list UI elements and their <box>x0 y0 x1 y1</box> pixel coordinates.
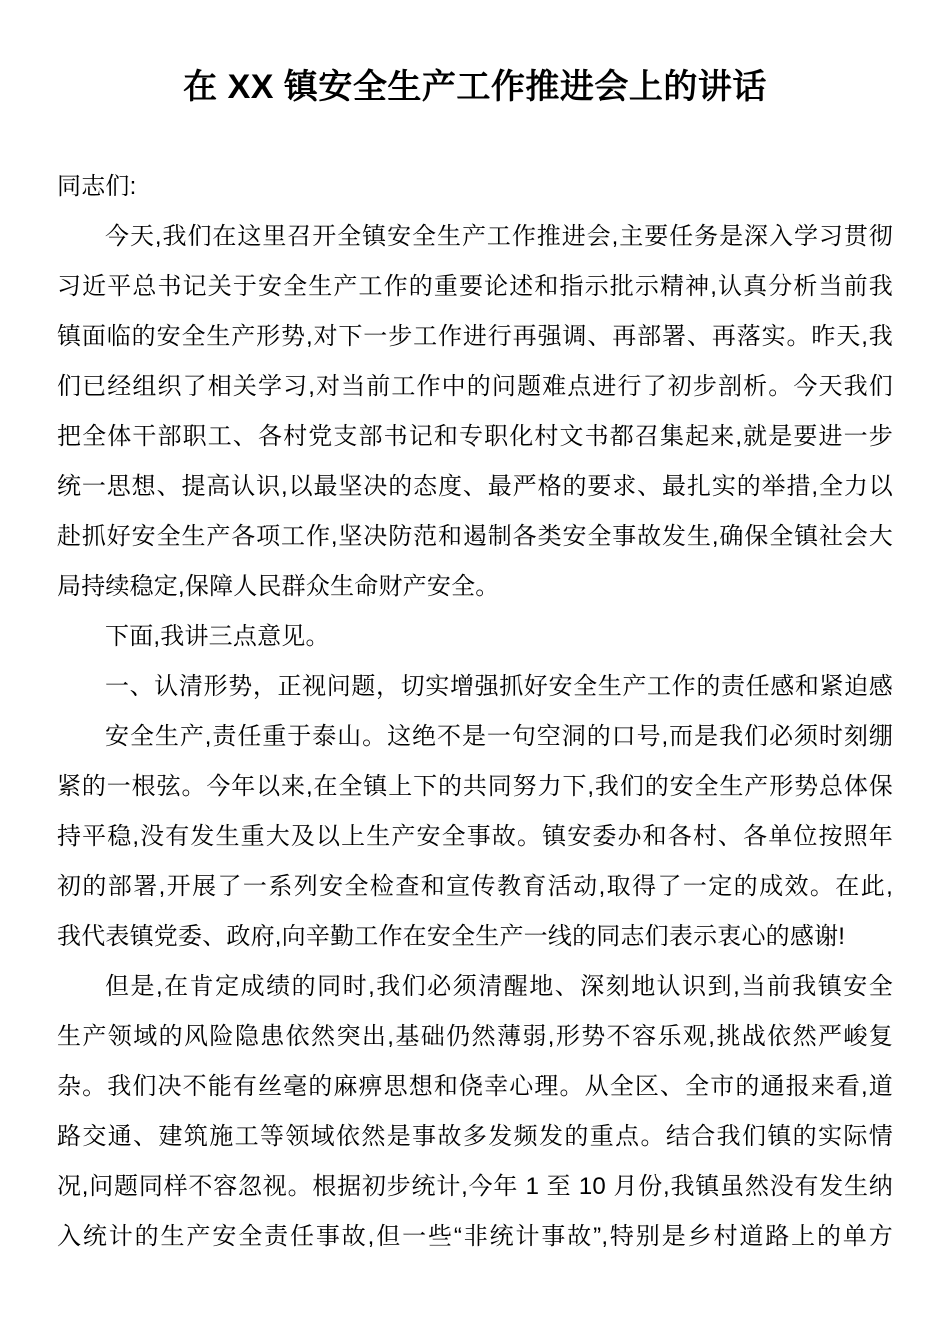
text-line: 路交通、建筑施工等领域依然是事故多发频发的重点。结合我们镇的实际情 <box>57 1123 893 1150</box>
text-line: 们已经组织了相关学习,对当前工作中的问题难点进行了初步剖析。今天我们 <box>57 373 893 400</box>
paragraph <box>57 712 893 962</box>
text-line: 但是,在肯定成绩的同时,我们必须清醒地、深刻地认识到,当前我镇安全 <box>105 973 893 1000</box>
text-line: 生产领域的风险隐患依然突出,基础仍然薄弱,形势不容乐观,挑战依然严峻复 <box>57 1023 893 1050</box>
document-body <box>57 162 893 1262</box>
paragraph <box>57 962 893 1262</box>
text-line: 习近平总书记关于安全生产工作的重要论述和指示批示精神,认真分析当前我 <box>57 273 893 300</box>
document-title: 在 XX 镇安全生产工作推进会上的讲话 <box>183 68 767 106</box>
text-line: 初的部署,开展了一系列安全检查和宣传教育活动,取得了一定的成效。在此, <box>57 873 893 900</box>
section-heading <box>57 662 893 712</box>
text-line: 持平稳,没有发生重大及以上生产安全事故。镇安委办和各村、各单位按照年 <box>57 823 893 850</box>
text-line: 今天,我们在这里召开全镇安全生产工作推进会,主要任务是深入学习贯彻 <box>105 223 893 250</box>
text-line: 同志们: <box>57 173 137 200</box>
paragraph <box>57 212 893 612</box>
text-line: 安全生产,责任重于泰山。这绝不是一句空洞的口号,而是我们必须时刻绷 <box>105 723 893 750</box>
text-line: 杂。我们决不能有丝毫的麻痹思想和侥幸心理。从全区、全市的通报来看,道 <box>57 1073 893 1100</box>
paragraph <box>57 612 893 662</box>
text-line: 入统计的生产安全责任事故,但一些“非统计事故”,特别是乡村道路上的单方 <box>57 1223 893 1250</box>
text-line: 局持续稳定,保障人民群众生命财产安全。 <box>57 573 500 600</box>
text-line: 统一思想、提高认识,以最坚决的态度、最严格的要求、最扎实的举措,全力以 <box>57 473 893 500</box>
text-line: 下面,我讲三点意见。 <box>105 623 330 650</box>
text-line: 把全体干部职工、各村党支部书记和专职化村文书都召集起来,就是要进一步 <box>57 423 893 450</box>
text-line: 一、认清形势，正视问题，切实增强抓好安全生产工作的责任感和紧迫感 <box>105 673 893 700</box>
text-line: 况,问题同样不容忽视。根据初步统计,今年 1 至 10 月份,我镇虽然没有发生纳 <box>57 1173 893 1200</box>
text-line: 我代表镇党委、政府,向辛勤工作在安全生产一线的同志们表示衷心的感谢! <box>57 923 846 950</box>
text-line: 镇面临的安全生产形势,对下一步工作进行再强调、再部署、再落实。昨天,我 <box>57 323 893 350</box>
paragraph <box>57 162 893 212</box>
text-line: 紧的一根弦。今年以来,在全镇上下的共同努力下,我们的安全生产形势总体保 <box>57 773 893 800</box>
text-line: 赴抓好安全生产各项工作,坚决防范和遏制各类安全事故发生,确保全镇社会大 <box>57 523 893 550</box>
